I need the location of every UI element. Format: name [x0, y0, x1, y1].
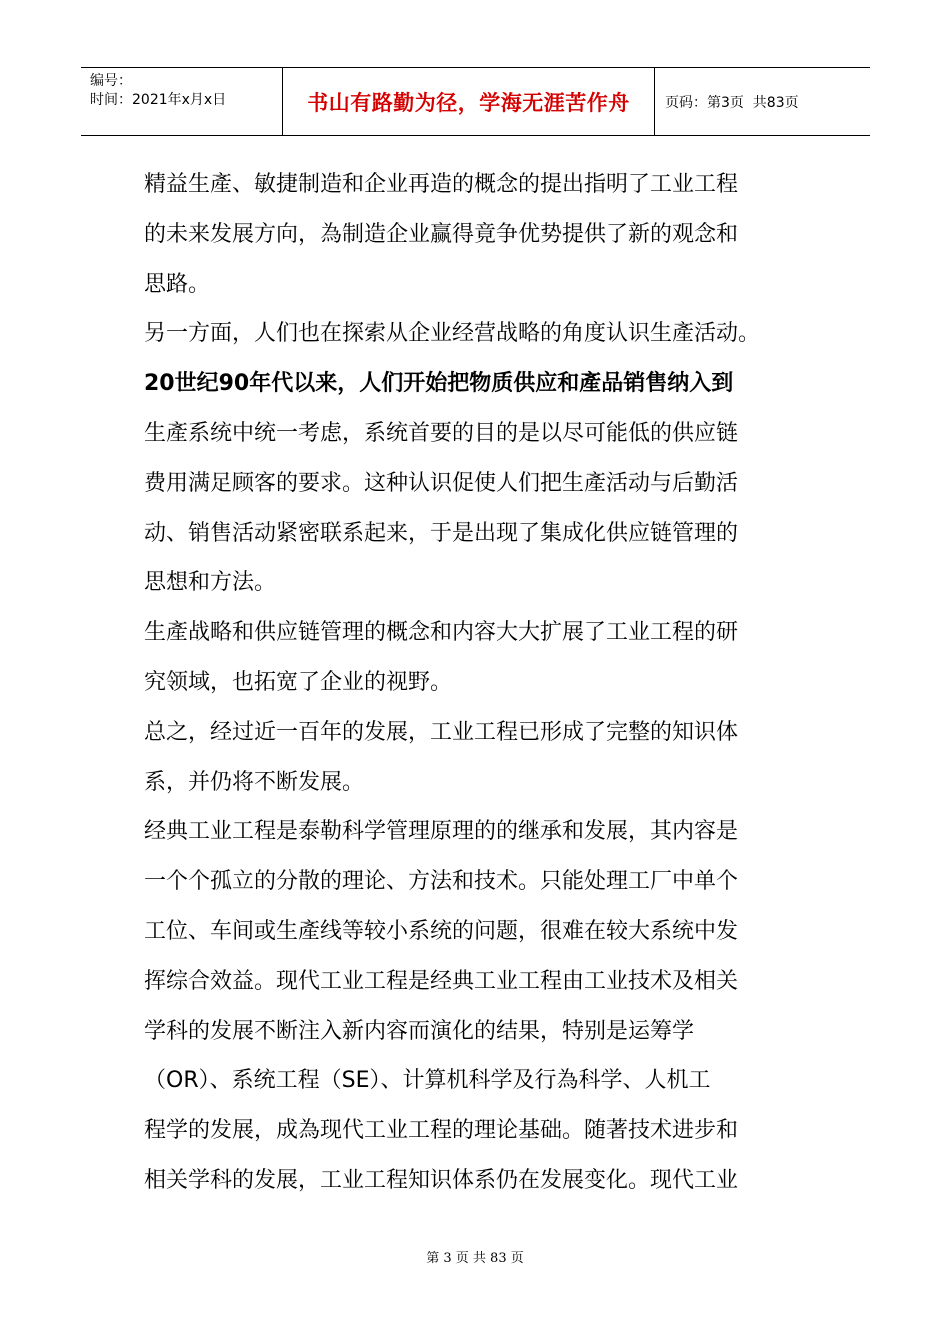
body-line: 总之，经过近一百年的发展，工业工程已形成了完整的知识体	[144, 719, 739, 745]
body-line: 精益生產、敏捷制造和企业再造的概念的提出指明了工业工程	[144, 172, 739, 197]
body-line: 程学的发展，成為现代工业工程的理论基础。随著技术进步和	[144, 1118, 739, 1144]
body-line: 的未来发展方向，為制造企业赢得竟争优势提供了新的观念和	[144, 221, 739, 247]
body-line: 生產战略和供应链管理的概念和内容大大扩展了工业工程的研	[144, 620, 739, 646]
body-line: 相关学科的发展，工业工程知识体系仍在发展变化。现代工业	[144, 1167, 739, 1193]
body-line: 动、销售活动紧密联系起来，于是出现了集成化供应链管理的	[144, 520, 739, 546]
body-line: 费用满足顾客的要求。这种认识促使人们把生產活动与后勤活	[144, 470, 739, 496]
body-line: 工位、车间或生產线等较小系统的问题，很难在较大系统中发	[144, 918, 739, 944]
page-info: 页码：第3页 共83页	[665, 94, 799, 111]
body-line: 思想和方法。	[144, 570, 277, 596]
footer-page-number: 第 3 页 共 83 页	[426, 1251, 524, 1266]
body-line: 系，并仍将不断发展。	[144, 769, 365, 795]
header-meta-cell	[81, 68, 283, 135]
body-line: 思路。	[144, 271, 211, 297]
header-page-cell	[655, 68, 870, 135]
body-line: 经典工业工程是泰勒科学管理原理的的继承和发展，其内容是	[144, 819, 739, 845]
code-label: 编号：	[90, 73, 132, 89]
motto-text: 书山有路勤为径，学海无涯苦作舟	[307, 90, 630, 115]
body-line: 挥综合效益。现代工业工程是经典工业工程由工业技术及相关	[144, 968, 739, 994]
body-line: 20世纪90年代以来，人们开始把物质供应和產品销售纳入到	[144, 371, 734, 397]
header-motto-cell	[283, 68, 655, 135]
body-line: 生產系统中统一考虑，系统首要的目的是以尽可能低的供应链	[144, 420, 739, 446]
body-line: 学科的发展不断注入新内容而演化的结果，特别是运筹学	[144, 1018, 695, 1044]
date-label: 时间：2021年x月x日	[90, 92, 227, 108]
body-line: 究领域，也拓宽了企业的视野。	[144, 669, 453, 695]
body-line: 一个个孤立的分散的理论、方法和技术。只能处理工厂中单个	[144, 869, 739, 895]
page-footer	[0, 1247, 950, 1266]
body-line: 另一方面，人们也在探索从企业经营战略的角度认识生產活动。	[144, 321, 761, 347]
body-line: （OR）、系统工程（SE）、计算机科学及行為科学、人机工	[144, 1068, 711, 1094]
document-body	[144, 160, 808, 1206]
document-header	[81, 67, 870, 136]
